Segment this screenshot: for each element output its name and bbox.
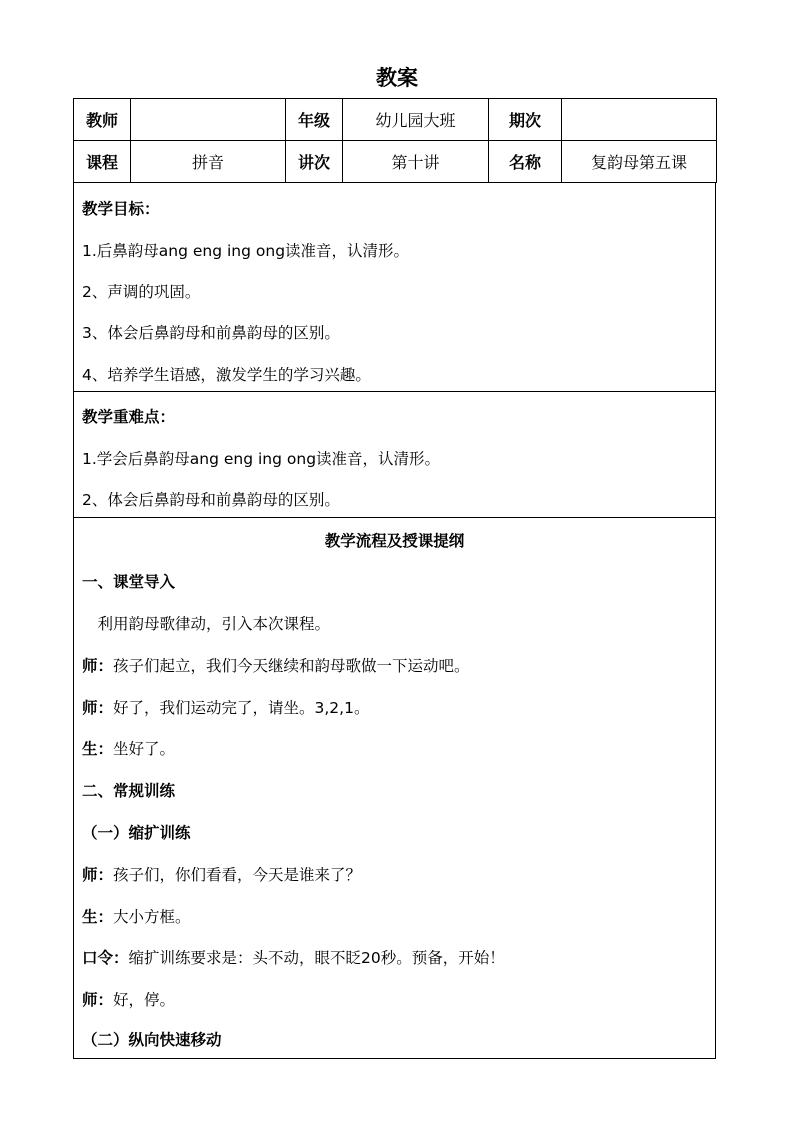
lecture-value: 第十讲 <box>343 141 489 183</box>
flow-line-text: 缩扩训练要求是：头不动，眼不眨20秒。预备，开始！ <box>128 949 505 967</box>
flow-line <box>82 946 505 968</box>
flow-line-speaker: 师： <box>82 991 114 1009</box>
flow-line <box>82 821 191 843</box>
course-label: 课程 <box>74 141 131 183</box>
flow-line-speaker: （二）纵向快速移动 <box>82 1031 222 1049</box>
flow-line-text: 孩子们，你们看看，今天是谁来了？ <box>113 866 362 884</box>
flow-line-text: 好，停。 <box>113 991 176 1009</box>
period-label: 期次 <box>489 99 562 141</box>
course-value: 拼音 <box>131 141 286 183</box>
flow-line-speaker: 师： <box>82 657 114 675</box>
flow-line <box>82 988 175 1010</box>
flow-line-speaker: 师： <box>82 699 114 717</box>
key-point-item: 2、体会后鼻韵母和前鼻韵母的区别。 <box>82 491 340 509</box>
flow-line-speaker: （一）缩扩训练 <box>82 824 191 842</box>
flow-line-speaker: 一、课堂导入 <box>82 573 176 591</box>
flow-line <box>82 737 175 759</box>
flow-line-speaker: 师： <box>82 866 114 884</box>
goal-item: 3、体会后鼻韵母和前鼻韵母的区别。 <box>82 324 340 342</box>
grade-value: 幼儿园大班 <box>343 99 489 141</box>
flow-line <box>82 1028 222 1050</box>
flow-heading: 教学流程及授课提纲 <box>324 532 465 550</box>
flow-line-text: 利用韵母歌律动，引入本次课程。 <box>82 615 331 633</box>
info-row-1 <box>74 99 717 141</box>
flow-line <box>82 779 175 801</box>
goals-heading: 教学目标： <box>82 200 160 218</box>
goals-section <box>73 183 716 392</box>
key-points-section <box>73 391 716 518</box>
teacher-label: 教师 <box>74 99 131 141</box>
flow-line-text: 孩子们起立，我们今天继续和韵母歌做一下运动吧。 <box>113 657 470 675</box>
goal-item: 4、培养学生语感，激发学生的学习兴趣。 <box>82 366 371 384</box>
info-row-2 <box>74 141 717 183</box>
flow-line <box>82 654 470 676</box>
teacher-value <box>131 99 286 141</box>
flow-line-text: 大小方框。 <box>113 908 191 926</box>
name-value: 复韵母第五课 <box>562 141 717 183</box>
lecture-label: 讲次 <box>286 141 343 183</box>
flow-line-speaker: 生： <box>82 908 114 926</box>
flow-line-speaker: 口令： <box>82 949 129 967</box>
period-value <box>562 99 717 141</box>
key-point-item: 1.学会后鼻韵母ang eng ing ong读准音，认清形。 <box>82 450 441 468</box>
goal-item: 1.后鼻韵母ang eng ing ong读准音，认清形。 <box>82 242 410 260</box>
flow-line-speaker: 二、常规训练 <box>82 782 176 800</box>
flow-line-speaker: 生： <box>82 740 114 758</box>
key-points-heading: 教学重难点： <box>82 408 176 426</box>
flow-line <box>82 696 369 718</box>
grade-label: 年级 <box>286 99 343 141</box>
document-title: 教案 <box>376 66 418 90</box>
goal-item: 2、声调的巩固。 <box>82 283 201 301</box>
info-table <box>73 98 717 183</box>
flow-line <box>82 905 191 927</box>
flow-line-text: 好了，我们运动完了，请坐。3,2,1。 <box>113 699 370 717</box>
flow-line <box>82 612 330 634</box>
flow-line <box>82 570 175 592</box>
flow-line <box>82 863 361 885</box>
flow-section <box>73 517 716 1059</box>
name-label: 名称 <box>489 141 562 183</box>
flow-line-text: 坐好了。 <box>113 740 176 758</box>
